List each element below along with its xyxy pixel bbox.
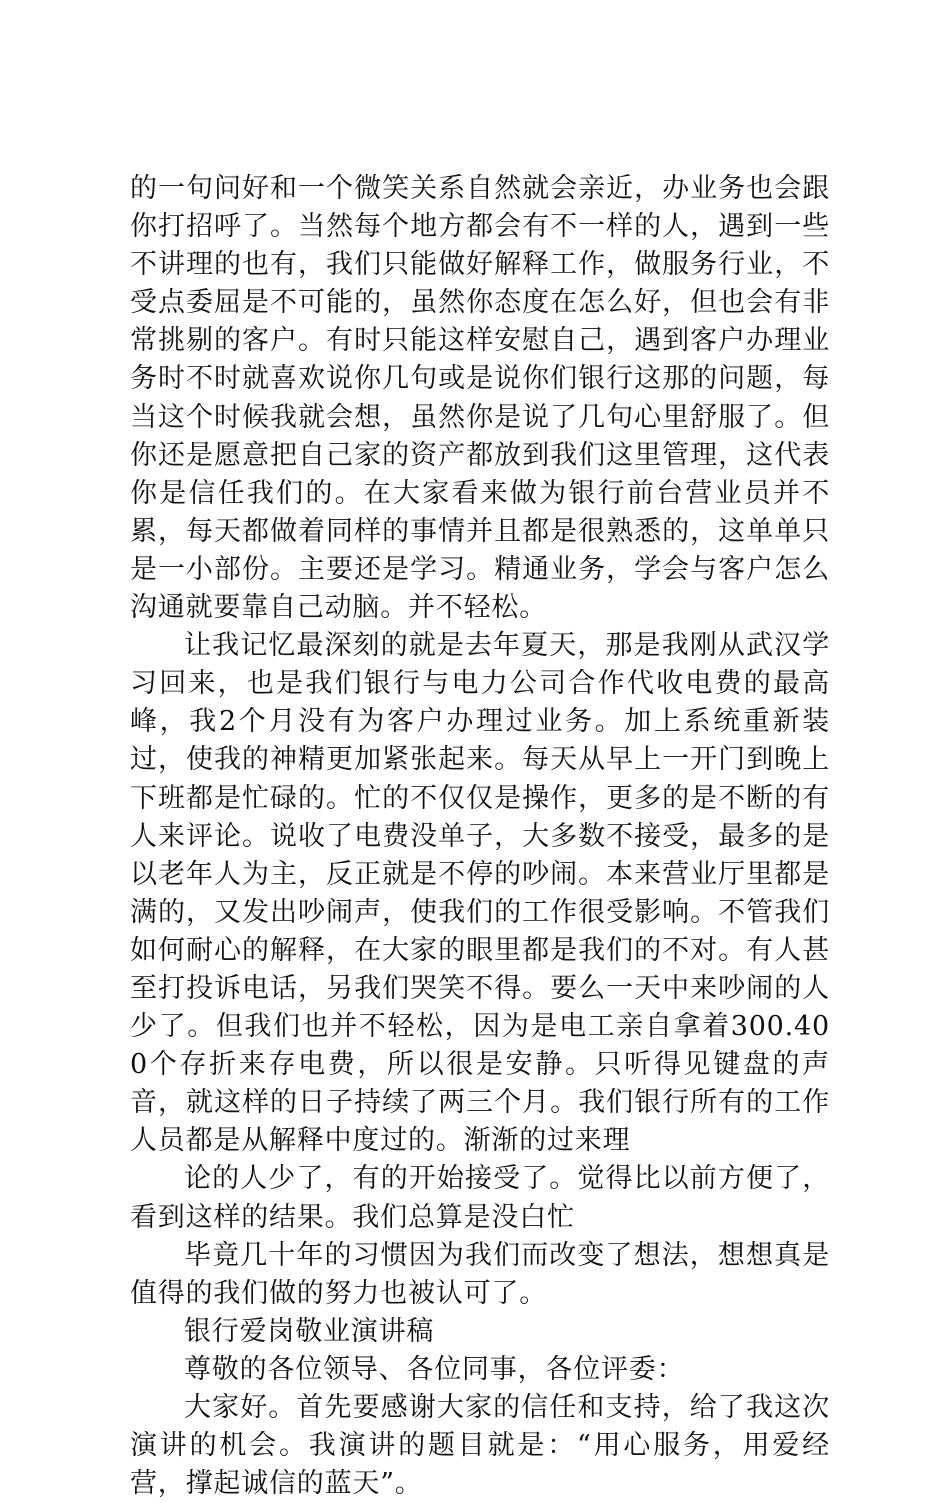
speech-opening: 大家好。首先要感谢大家的信任和支持，给了我这次演讲的机会。我演讲的题目就是：“用心服务，用爱经营，撑起诚信的蓝天”。 <box>130 1392 830 1500</box>
document-body <box>130 170 830 1503</box>
paragraph-result: 论的人少了，有的开始接受了。觉得比以前方便了，看到这样的结果。我们总算是没白忙 <box>130 1163 830 1233</box>
paragraph-habit: 毕竟几十年的习惯因为我们而改变了想法，想想真是值得的我们做的努力也被认可了。 <box>130 1239 830 1309</box>
speech-salutation: 尊敬的各位领导、各位同事，各位评委： <box>184 1353 685 1385</box>
speech-title: 银行爱岗敬业演讲稿 <box>184 1315 435 1347</box>
paragraph-memory: 让我记忆最深刻的就是去年夏天，那是我刚从武汉学习回来，也是我们银行与电力公司合作代收电费的最高峰，我2个月没有为客户办理过业务。加上系统重新装过，使我的神精更加紧张起来。每天从早上一开门到晚上下班都是忙碌的。忙的不仅仅是操作，更多的是不断的有人来评论。说收了电费没单子，大多数不接受，最多的是以老年人为主，反正就是不停的吵闹。本来营业厅里都是满的，又发出吵闹声，使我们的工作很受影响。不管我们如何耐心的解释，在大家的眼里都是我们的不对。有人甚至打投诉电话，另我们哭笑不得。要么一天中来吵闹的人少了。但我们也并不轻松，因为是电工亲自拿着300.400个存折来存电费，所以很是安静。只听得见键盘的声音，就这样的日子持续了两三个月。我们银行所有的工作人员都是从解释中度过的。渐渐的过来理 <box>130 630 830 1157</box>
paragraph-continuation: 的一句问好和一个微笑关系自然就会亲近，办业务也会跟你打招呼了。当然每个地方都会有不一样的人，遇到一些不讲理的也有，我们只能做好解释工作，做服务行业，不受点委屈是不可能的，虽然你态度在怎么好，但也会有非常挑剔的客户。有时只能这样安慰自己，遇到客户办理业务时不时就喜欢说你几句或是说你们银行这那的问题，每当这个时候我就会想，虽然你是说了几句心里舒服了。但你还是愿意把自己家的资产都放到我们这里管理，这代表你是信任我们的。在大家看来做为银行前台营业员并不累，每天都做着同样的事情并且都是很熟悉的，这单单只是一小部份。主要还是学习。精通业务，学会与客户怎么沟通就要靠自己动脑。并不轻松。 <box>130 173 830 624</box>
